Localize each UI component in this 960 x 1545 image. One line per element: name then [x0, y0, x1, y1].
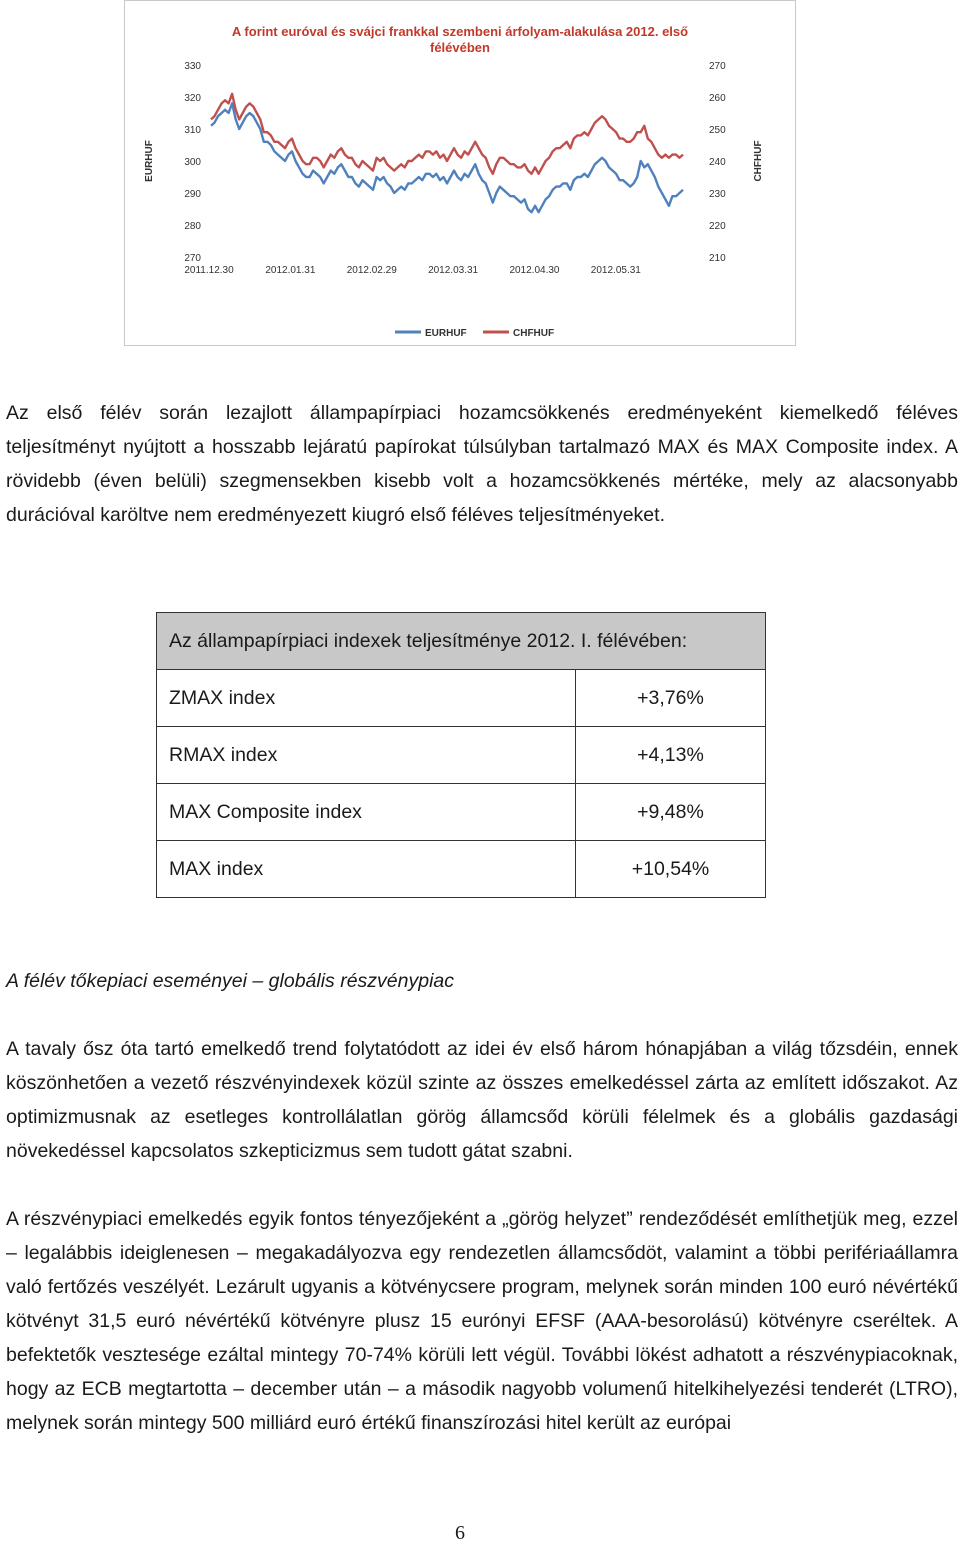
x-tick-label: 2012.01.31 — [265, 265, 316, 276]
y-right-tick-label: 270 — [709, 61, 726, 72]
y-right-tick-label: 230 — [709, 189, 726, 200]
chart-title-line1: A forint euróval és svájci frankkal szembeni árfolyam-alakulása 2012. első — [231, 24, 689, 39]
legend-label-chfhuf: CHFHUF — [513, 328, 555, 339]
y-left-tick-label: 270 — [184, 253, 201, 264]
x-tick-label: 2012.02.29 — [346, 265, 397, 276]
y-left-tick-label: 280 — [184, 221, 201, 232]
y-right-tick-label: 220 — [709, 221, 726, 232]
table-row — [157, 670, 766, 727]
paragraph-greek-situation: A részvénypiaci emelkedés egyik fontos tényezőjeként a „görög helyzet” rendeződését említhetjük meg, ezzel – legalábbis ideiglenesen – megakadályozva egy rendezetlen államcsődöt, valamint a többi perifériaállamra való fertőzés veszélyét. Lezárult ugyanis a kötvénycsere program, melynek során minden 100 euró névértékű kötvényt 31,5 euró névértékű kötvényre plusz 15 eurónyi EFSF (AAA-besorolású) kötvényre cseréltek. A befektetők vesztesége ezáltal mintegy 70-74% körüli lett végül. További lökést adhatott a részvénypiacoknak, hogy az ECB megtartotta – december után – a második nagyobb volumenű hitelkihelyezési tenderét (LTRO), melynek során mintegy 500 milliárd euró értékű finanszírozási hitel került az európai — [6, 1208, 958, 1434]
index-performance-table — [156, 612, 766, 898]
y-right-tick-label: 210 — [709, 253, 726, 264]
x-tick-label: 2012.05.31 — [590, 265, 641, 276]
chart-title-line2: félévében — [430, 40, 490, 55]
index-value: +10,54% — [576, 841, 766, 898]
index-value: +3,76% — [576, 670, 766, 727]
chart-canvas — [125, 1, 795, 345]
y-left-tick-label: 310 — [184, 125, 201, 136]
index-name: MAX index — [157, 841, 576, 898]
table-row — [157, 784, 766, 841]
table-row — [157, 841, 766, 898]
y-left-tick-label: 320 — [184, 93, 201, 104]
table-header-row — [157, 613, 766, 670]
y-left-tick-label: 330 — [184, 61, 201, 72]
index-name: MAX Composite index — [157, 784, 576, 841]
section-heading: A félév tőkepiaci eseményei – globális részvénypiac — [6, 970, 455, 992]
index-name: RMAX index — [157, 727, 576, 784]
y-right-tick-label: 250 — [709, 125, 726, 136]
paragraph-bond-market: Az első félév során lezajlott állampapírpiaci hozamcsökkenés eredményeként kiemelkedő féléves teljesítményt nyújtott a hosszabb lejáratú papírokat túlsúlyban tartalmazó MAX és MAX Composite index. A rövidebb (éven belüli) szegmensekben kisebb volt a hozamcsökkenés mértéke, mely az alacsonyabb durációval karöltve nem eredményezett kiugró első féléves teljesítményeket. — [6, 402, 958, 526]
x-tick-label: 2012.04.30 — [509, 265, 560, 276]
paragraph-equity-trend: A tavaly ősz óta tartó emelkedő trend folytatódott az idei év első három hónapjában a világ tőzsdéin, ennek köszönhetően a vezető részvényindexek közül szinte az összes emelkedéssel zárta az említett időszakot. Az optimizmusnak az esetleges kontrollálatlan görög államcsőd körüli félelmek és a globális gazdasági növekedéssel kapcsolatos szkepticizmus sem tudott gátat szabni. — [6, 1038, 958, 1162]
y-right-tick-label: 240 — [709, 157, 726, 168]
table-row — [157, 727, 766, 784]
y-left-axis-label: EURHUF — [144, 140, 155, 182]
index-value: +4,13% — [576, 727, 766, 784]
index-value: +9,48% — [576, 784, 766, 841]
x-tick-label: 2011.12.30 — [184, 265, 234, 276]
y-right-tick-label: 260 — [709, 93, 726, 104]
series-line-chfhuf — [211, 94, 683, 174]
x-tick-label: 2012.03.31 — [428, 265, 479, 276]
legend-label-eurhuf: EURHUF — [425, 328, 467, 339]
page-number: 6 — [455, 1522, 465, 1544]
index-name: ZMAX index — [157, 670, 576, 727]
series-line-eurhuf — [211, 103, 683, 212]
y-right-axis-label: CHFHUF — [753, 140, 764, 182]
exchange-rate-chart — [124, 0, 796, 346]
y-left-tick-label: 300 — [184, 157, 201, 168]
y-left-tick-label: 290 — [184, 189, 201, 200]
table-header: Az állampapírpiaci indexek teljesítménye 2012. I. félévében: — [157, 613, 766, 670]
